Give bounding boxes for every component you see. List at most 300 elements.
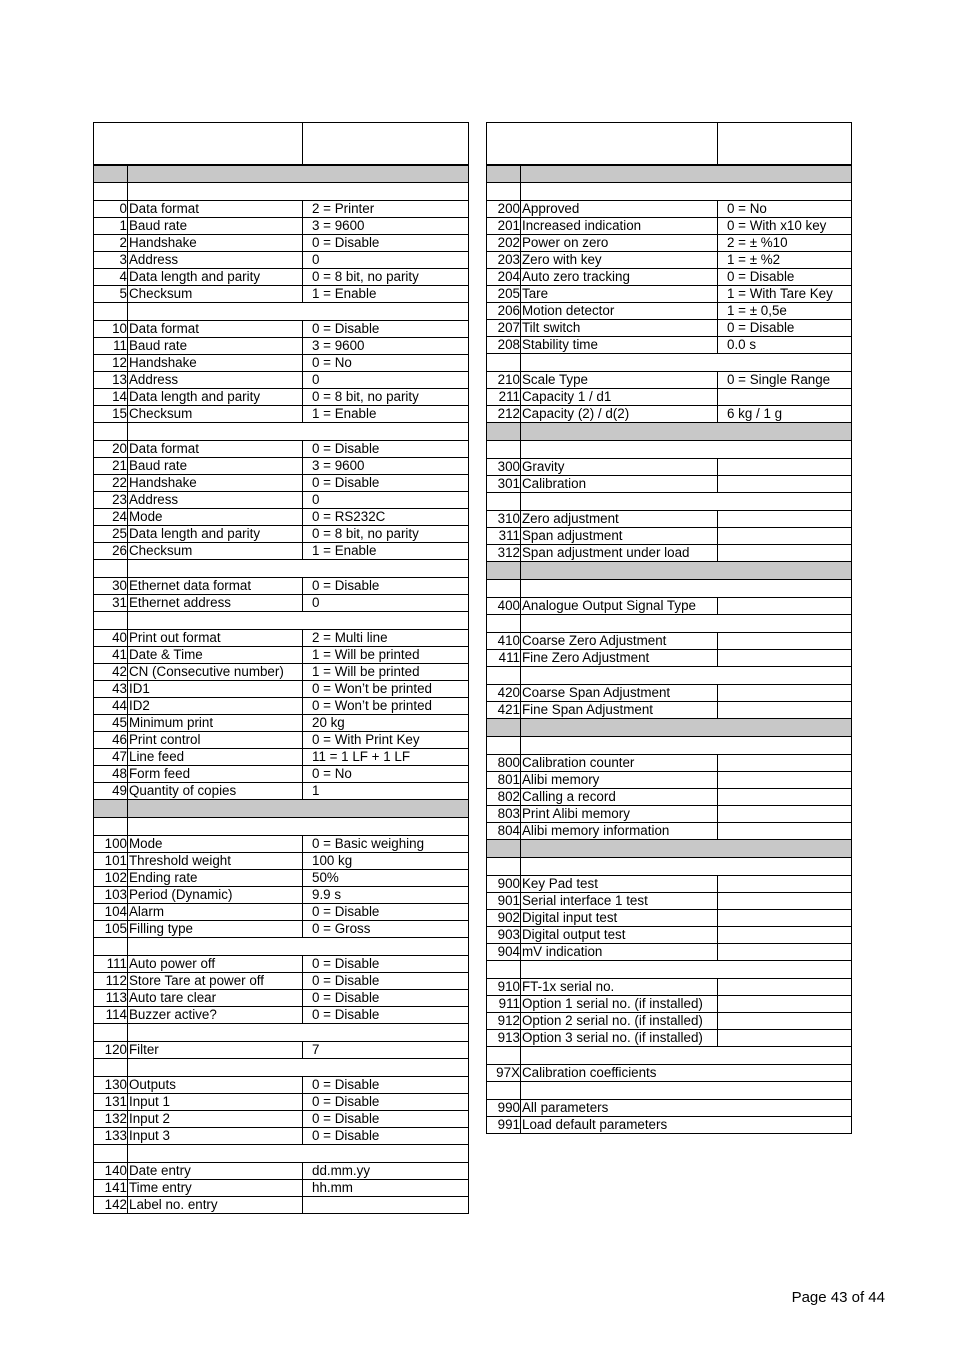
param-number: 132 xyxy=(94,1111,128,1128)
param-name: Gravity xyxy=(521,459,718,476)
table-row xyxy=(487,1030,852,1047)
param-value: 0 = 8 bit, no parity xyxy=(303,526,469,543)
param-number: 410 xyxy=(487,633,521,650)
empty-cell xyxy=(487,354,521,372)
param-number: 112 xyxy=(94,973,128,990)
param-value xyxy=(718,1030,852,1047)
param-name: Address xyxy=(128,372,303,389)
param-name: Input 2 xyxy=(128,1111,303,1128)
table-row xyxy=(487,286,852,303)
empty-cell xyxy=(521,840,852,858)
left-table-body xyxy=(94,123,469,1214)
table-row xyxy=(487,944,852,961)
table-row xyxy=(94,372,469,389)
table-row xyxy=(487,269,852,286)
param-number: 900 xyxy=(487,876,521,893)
table-row xyxy=(94,904,469,921)
param-number: 22 xyxy=(94,475,128,492)
param-value xyxy=(718,528,852,545)
param-number: 142 xyxy=(94,1197,128,1214)
param-name: Date entry xyxy=(128,1163,303,1180)
param-value: 0 = Disable xyxy=(303,578,469,595)
empty-cell xyxy=(487,562,521,580)
param-name: Option 1 serial no. (if installed) xyxy=(521,996,718,1013)
empty-cell xyxy=(521,719,852,737)
param-number: 30 xyxy=(94,578,128,595)
table-row xyxy=(94,595,469,612)
empty-cell xyxy=(94,560,128,578)
param-name: Approved xyxy=(521,201,718,218)
param-number: 24 xyxy=(94,509,128,526)
param-name: Threshold weight xyxy=(128,853,303,870)
param-value: 0 = Disable xyxy=(303,990,469,1007)
param-value: 0 = Disable xyxy=(718,320,852,337)
param-value: hh.mm xyxy=(303,1180,469,1197)
param-name: Digital output test xyxy=(521,927,718,944)
table-row xyxy=(487,218,852,235)
table-row xyxy=(487,406,852,423)
empty-cell xyxy=(521,580,852,598)
param-name: Span adjustment xyxy=(521,528,718,545)
param-name: Calibration coefficients xyxy=(521,1065,852,1082)
table-row xyxy=(94,441,469,458)
param-name: Baud rate xyxy=(128,218,303,235)
param-value: 0 = No xyxy=(718,201,852,218)
param-name: Auto zero tracking xyxy=(521,269,718,286)
section-divider-row xyxy=(487,423,852,441)
param-value xyxy=(718,979,852,996)
param-value xyxy=(718,633,852,650)
param-name: Checksum xyxy=(128,286,303,303)
param-name: Data format xyxy=(128,321,303,338)
param-value: 0 = Disable xyxy=(303,1128,469,1145)
param-name: Scale Type xyxy=(521,372,718,389)
param-number: 400 xyxy=(487,598,521,615)
table-row xyxy=(94,870,469,887)
param-value xyxy=(718,650,852,667)
table-header-row xyxy=(94,123,469,165)
param-name: Increased indication xyxy=(521,218,718,235)
param-name: Option 3 serial no. (if installed) xyxy=(521,1030,718,1047)
param-value: 0 = With x10 key xyxy=(718,218,852,235)
table-row xyxy=(94,218,469,235)
param-number: 3 xyxy=(94,252,128,269)
param-name: Checksum xyxy=(128,406,303,423)
param-number: 25 xyxy=(94,526,128,543)
param-value xyxy=(303,1197,469,1214)
empty-cell xyxy=(521,423,852,441)
empty-cell xyxy=(94,423,128,441)
param-value: 1 xyxy=(303,783,469,800)
header-cell xyxy=(94,123,303,165)
param-name: Data length and parity xyxy=(128,389,303,406)
spacer-row xyxy=(94,303,469,321)
param-value xyxy=(718,702,852,719)
table-row xyxy=(487,1117,852,1134)
table-row xyxy=(487,252,852,269)
param-number: 801 xyxy=(487,772,521,789)
param-name: Auto power off xyxy=(128,956,303,973)
empty-cell xyxy=(521,562,852,580)
table-row xyxy=(487,893,852,910)
table-row xyxy=(487,755,852,772)
table-row xyxy=(94,578,469,595)
param-value xyxy=(718,876,852,893)
param-number: 45 xyxy=(94,715,128,732)
param-number: 206 xyxy=(487,303,521,320)
table-row xyxy=(487,685,852,702)
param-number: 912 xyxy=(487,1013,521,1030)
param-number: 104 xyxy=(94,904,128,921)
table-row xyxy=(94,338,469,355)
table-row xyxy=(94,526,469,543)
empty-cell xyxy=(128,818,469,836)
param-number: 114 xyxy=(94,1007,128,1024)
table-row xyxy=(94,836,469,853)
right-parameter-table xyxy=(486,122,852,1134)
empty-cell xyxy=(521,667,852,685)
table-row xyxy=(94,921,469,938)
param-name: Outputs xyxy=(128,1077,303,1094)
section-divider-row xyxy=(487,840,852,858)
table-row xyxy=(487,389,852,406)
param-number: 131 xyxy=(94,1094,128,1111)
param-number: 913 xyxy=(487,1030,521,1047)
section-divider-row xyxy=(94,165,469,183)
spacer-row xyxy=(487,1047,852,1065)
table-row xyxy=(94,201,469,218)
empty-cell xyxy=(94,165,128,183)
empty-cell xyxy=(487,737,521,755)
empty-cell xyxy=(94,612,128,630)
table-row xyxy=(94,630,469,647)
param-name: Filling type xyxy=(128,921,303,938)
param-number: 15 xyxy=(94,406,128,423)
param-value: 7 xyxy=(303,1042,469,1059)
table-row xyxy=(487,806,852,823)
param-number: 31 xyxy=(94,595,128,612)
param-name: Digital input test xyxy=(521,910,718,927)
param-value: 11 = 1 LF + 1 LF xyxy=(303,749,469,766)
section-divider-row xyxy=(94,800,469,818)
table-row xyxy=(94,715,469,732)
empty-cell xyxy=(521,1047,852,1065)
param-value: dd.mm.yy xyxy=(303,1163,469,1180)
param-value: 0 = Disable xyxy=(303,904,469,921)
param-number: 208 xyxy=(487,337,521,354)
empty-cell xyxy=(487,580,521,598)
param-name: Label no. entry xyxy=(128,1197,303,1214)
param-number: 420 xyxy=(487,685,521,702)
param-value xyxy=(718,459,852,476)
header-cell xyxy=(718,123,852,165)
empty-cell xyxy=(487,667,521,685)
param-number: 26 xyxy=(94,543,128,560)
empty-cell xyxy=(94,183,128,201)
header-cell xyxy=(303,123,469,165)
spacer-row xyxy=(94,1059,469,1077)
param-value: 1 = Will be printed xyxy=(303,647,469,664)
param-number: 211 xyxy=(487,389,521,406)
param-value: 0 = No xyxy=(303,355,469,372)
table-row xyxy=(94,1197,469,1214)
param-value: 0 = Disable xyxy=(303,956,469,973)
param-value xyxy=(718,806,852,823)
param-name: All parameters xyxy=(521,1100,852,1117)
table-row xyxy=(487,789,852,806)
table-row xyxy=(487,598,852,615)
param-name: ID1 xyxy=(128,681,303,698)
empty-cell xyxy=(487,183,521,201)
table-header-row xyxy=(487,123,852,165)
param-name: Fine Zero Adjustment xyxy=(521,650,718,667)
param-number: 113 xyxy=(94,990,128,1007)
spacer-row xyxy=(487,667,852,685)
param-name: Checksum xyxy=(128,543,303,560)
param-name: Data format xyxy=(128,441,303,458)
param-number: 310 xyxy=(487,511,521,528)
spacer-row xyxy=(94,560,469,578)
param-name: Data format xyxy=(128,201,303,218)
empty-cell xyxy=(128,423,469,441)
param-value: 50% xyxy=(303,870,469,887)
param-value: 0 = Disable xyxy=(303,973,469,990)
param-number: 42 xyxy=(94,664,128,681)
param-number: 902 xyxy=(487,910,521,927)
empty-cell xyxy=(487,615,521,633)
table-row xyxy=(94,783,469,800)
right-table-body xyxy=(487,123,852,1134)
param-value: 0 = Disable xyxy=(303,1094,469,1111)
param-value: 0 = Disable xyxy=(303,1007,469,1024)
param-name: Address xyxy=(128,252,303,269)
param-value: 0 = Single Range xyxy=(718,372,852,389)
param-value: 0 = 8 bit, no parity xyxy=(303,389,469,406)
param-value xyxy=(718,910,852,927)
spacer-row xyxy=(94,423,469,441)
param-number: 911 xyxy=(487,996,521,1013)
section-divider-row xyxy=(487,165,852,183)
section-divider-row xyxy=(487,562,852,580)
table-row xyxy=(94,749,469,766)
spacer-row xyxy=(487,737,852,755)
param-number: 910 xyxy=(487,979,521,996)
param-name: Alibi memory information xyxy=(521,823,718,840)
empty-cell xyxy=(521,961,852,979)
empty-cell xyxy=(94,1145,128,1163)
param-value: 2 = Multi line xyxy=(303,630,469,647)
param-value xyxy=(718,789,852,806)
empty-cell xyxy=(487,165,521,183)
param-name: Auto tare clear xyxy=(128,990,303,1007)
table-row xyxy=(94,543,469,560)
table-row xyxy=(487,876,852,893)
param-name: Power on zero xyxy=(521,235,718,252)
empty-cell xyxy=(487,858,521,876)
empty-cell xyxy=(521,1082,852,1100)
table-row xyxy=(487,996,852,1013)
empty-cell xyxy=(487,1082,521,1100)
table-row xyxy=(94,1007,469,1024)
param-number: 2 xyxy=(94,235,128,252)
param-value: 9.9 s xyxy=(303,887,469,904)
table-row xyxy=(487,320,852,337)
table-row xyxy=(94,286,469,303)
param-number: 311 xyxy=(487,528,521,545)
param-name: Form feed xyxy=(128,766,303,783)
param-value: 0 = Basic weighing xyxy=(303,836,469,853)
param-name: Calibration xyxy=(521,476,718,493)
empty-cell xyxy=(94,938,128,956)
empty-cell xyxy=(128,303,469,321)
param-number: 804 xyxy=(487,823,521,840)
table-row xyxy=(487,1100,852,1117)
param-value: 0 = No xyxy=(303,766,469,783)
param-number: 212 xyxy=(487,406,521,423)
param-number: 11 xyxy=(94,338,128,355)
param-value: 0 = Disable xyxy=(718,269,852,286)
param-number: 100 xyxy=(94,836,128,853)
empty-cell xyxy=(521,165,852,183)
empty-cell xyxy=(521,441,852,459)
param-number: 10 xyxy=(94,321,128,338)
empty-cell xyxy=(128,1059,469,1077)
empty-cell xyxy=(487,441,521,459)
left-parameter-table xyxy=(93,122,469,1214)
table-row xyxy=(94,732,469,749)
table-row xyxy=(94,492,469,509)
page-number: Page 43 of 44 xyxy=(791,1289,885,1306)
spacer-row xyxy=(94,183,469,201)
param-name: Ethernet address xyxy=(128,595,303,612)
empty-cell xyxy=(128,612,469,630)
param-name: Store Tare at power off xyxy=(128,973,303,990)
param-number: 40 xyxy=(94,630,128,647)
empty-cell xyxy=(128,165,469,183)
table-row xyxy=(94,1180,469,1197)
table-row xyxy=(487,337,852,354)
section-divider-row xyxy=(487,719,852,737)
table-row xyxy=(487,235,852,252)
table-row xyxy=(94,990,469,1007)
param-name: Filter xyxy=(128,1042,303,1059)
param-value: 1 = With Tare Key xyxy=(718,286,852,303)
param-number: 800 xyxy=(487,755,521,772)
param-name: Calibration counter xyxy=(521,755,718,772)
param-value: 0 = Won’t be printed xyxy=(303,698,469,715)
table-row xyxy=(94,1111,469,1128)
table-row xyxy=(94,269,469,286)
param-value: 100 kg xyxy=(303,853,469,870)
param-value: 6 kg / 1 g xyxy=(718,406,852,423)
table-row xyxy=(94,509,469,526)
param-value: 0 = Disable xyxy=(303,441,469,458)
table-row xyxy=(487,303,852,320)
empty-cell xyxy=(521,858,852,876)
param-value xyxy=(718,755,852,772)
spacer-row xyxy=(487,615,852,633)
empty-cell xyxy=(128,938,469,956)
param-value xyxy=(718,1013,852,1030)
param-number: 301 xyxy=(487,476,521,493)
table-row xyxy=(94,321,469,338)
param-name: Quantity of copies xyxy=(128,783,303,800)
param-name: Fine Span Adjustment xyxy=(521,702,718,719)
param-number: 201 xyxy=(487,218,521,235)
param-value: 0 xyxy=(303,492,469,509)
param-value xyxy=(718,823,852,840)
table-row xyxy=(487,476,852,493)
param-name: Tare xyxy=(521,286,718,303)
param-name: Line feed xyxy=(128,749,303,766)
spacer-row xyxy=(487,493,852,511)
param-number: 12 xyxy=(94,355,128,372)
param-number: 991 xyxy=(487,1117,521,1134)
table-row xyxy=(94,1042,469,1059)
param-name: Calling a record xyxy=(521,789,718,806)
table-row xyxy=(94,235,469,252)
param-name: Zero adjustment xyxy=(521,511,718,528)
param-number: 990 xyxy=(487,1100,521,1117)
table-row xyxy=(94,1163,469,1180)
param-name: Analogue Output Signal Type xyxy=(521,598,718,615)
param-number: 49 xyxy=(94,783,128,800)
param-name: Minimum print xyxy=(128,715,303,732)
param-number: 903 xyxy=(487,927,521,944)
param-name: Tilt switch xyxy=(521,320,718,337)
table-row xyxy=(487,459,852,476)
table-row xyxy=(94,1094,469,1111)
param-name: Address xyxy=(128,492,303,509)
param-value: 0 = Disable xyxy=(303,475,469,492)
table-row xyxy=(487,545,852,562)
param-number: 41 xyxy=(94,647,128,664)
param-number: 133 xyxy=(94,1128,128,1145)
param-number: 203 xyxy=(487,252,521,269)
param-name: CN (Consecutive number) xyxy=(128,664,303,681)
param-number: 901 xyxy=(487,893,521,910)
empty-cell xyxy=(521,615,852,633)
param-name: Mode xyxy=(128,509,303,526)
param-value: 3 = 9600 xyxy=(303,218,469,235)
param-name: Period (Dynamic) xyxy=(128,887,303,904)
param-number: 48 xyxy=(94,766,128,783)
param-value xyxy=(718,996,852,1013)
param-number: 44 xyxy=(94,698,128,715)
empty-cell xyxy=(487,840,521,858)
param-number: 130 xyxy=(94,1077,128,1094)
param-value xyxy=(718,893,852,910)
param-name: Stability time xyxy=(521,337,718,354)
table-row xyxy=(487,910,852,927)
empty-cell xyxy=(94,1059,128,1077)
param-value xyxy=(718,511,852,528)
param-value: 1 = Enable xyxy=(303,406,469,423)
table-row xyxy=(487,927,852,944)
param-value: 0 = Gross xyxy=(303,921,469,938)
param-value xyxy=(718,389,852,406)
param-number: 421 xyxy=(487,702,521,719)
empty-cell xyxy=(521,354,852,372)
param-name: FT-1x serial no. xyxy=(521,979,718,996)
table-row xyxy=(487,528,852,545)
table-row xyxy=(94,1128,469,1145)
param-name: Handshake xyxy=(128,355,303,372)
param-number: 1 xyxy=(94,218,128,235)
param-value: 20 kg xyxy=(303,715,469,732)
param-name: Date & Time xyxy=(128,647,303,664)
param-value: 2 = Printer xyxy=(303,201,469,218)
